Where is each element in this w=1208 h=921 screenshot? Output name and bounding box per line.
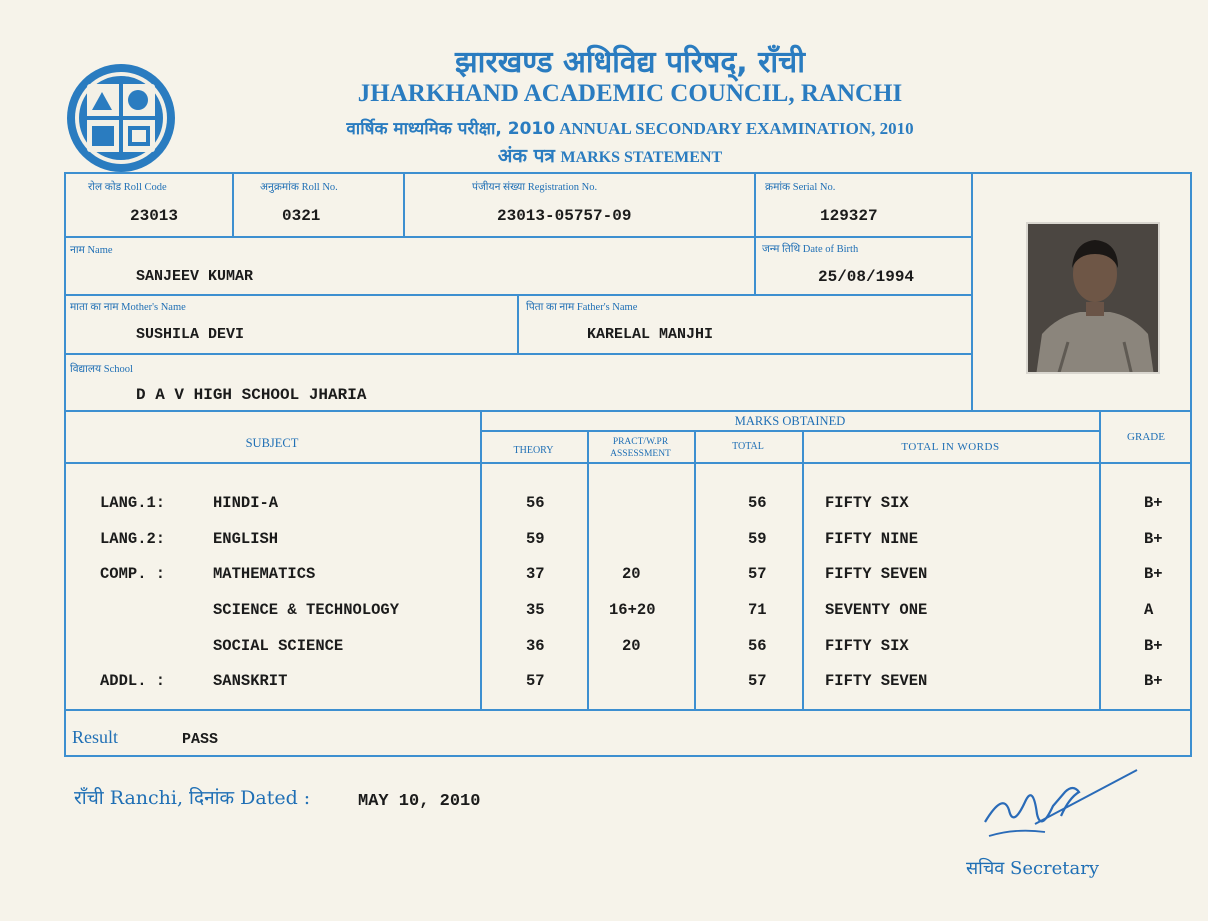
practical-header-line-1: PRACT/W.PR [612,437,669,447]
result-value: PASS [182,731,219,748]
subject-group: ADDL. : [100,672,166,690]
issue-date: MAY 10, 2010 [358,792,481,811]
subject-group: LANG.1: [100,494,166,512]
divider [802,430,804,709]
roll-no-label: अनुक्रमांक Roll No. [260,182,338,193]
title-hindi: झारखण्ड अधिविद्य परिषद्, राँची [455,45,805,80]
practical-marks: 20 [622,637,641,655]
name-value: SANJEEV KUMAR [136,268,254,285]
total-marks: 57 [748,672,767,690]
total-marks: 56 [748,494,767,512]
grade: B+ [1144,565,1163,583]
divider [64,709,1192,711]
registration-value: 23013-05757-09 [497,207,632,225]
roll-code-label: रोल कोड Roll Code [88,182,167,193]
practical-marks: 16+20 [609,601,656,619]
total-in-words: FIFTY SIX [825,637,909,655]
place-date-label: राँची Ranchi, दिनांक Dated : [74,787,311,809]
result-label: Result [72,727,119,747]
divider [971,172,973,410]
statement-title-english: MARKS STATEMENT [560,149,723,166]
total-in-words: FIFTY NINE [825,530,919,548]
grade: A [1144,601,1154,619]
mother-name-label: माता का नाम Mother's Name [70,302,186,313]
theory-marks: 37 [526,565,545,583]
dob-label: जन्म तिथि Date of Birth [762,244,859,255]
grade-header: GRADE [1127,431,1165,443]
total-marks: 57 [748,565,767,583]
subject-group: COMP. : [100,565,166,583]
divider [754,172,756,294]
subject-name: SANSKRIT [213,672,288,690]
total-in-words: FIFTY SEVEN [825,565,928,583]
serial-value: 129327 [820,207,878,225]
divider [694,430,696,709]
council-emblem [62,62,180,174]
total-in-words: FIFTY SIX [825,494,909,512]
theory-marks: 57 [526,672,545,690]
subject-name: ENGLISH [213,530,279,548]
divider [517,294,519,353]
theory-marks: 59 [526,530,545,548]
title-english: JHARKHAND ACADEMIC COUNCIL, RANCHI [357,80,903,107]
divider [403,172,405,236]
divider [64,353,972,355]
subject-name: SOCIAL SCIENCE [213,637,344,655]
exam-title-english: ANNUAL SECONDARY EXAMINATION, 2010 [559,119,914,138]
divider [64,410,1192,412]
father-name-label: पिता का नाम Father's Name [526,302,638,313]
statement-title [400,142,820,168]
student-photo [1026,222,1160,374]
total-in-words: FIFTY SEVEN [825,672,928,690]
mother-name-value: SUSHILA DEVI [136,326,245,343]
registration-label: पंजीयन संख्या Registration No. [472,182,598,193]
grade: B+ [1144,530,1163,548]
grade: B+ [1144,672,1163,690]
roll-code-value: 23013 [130,207,179,225]
dob-value: 25/08/1994 [818,268,915,286]
practical-marks: 20 [622,565,641,583]
divider [232,172,234,236]
divider [1099,410,1101,709]
serial-label: क्रमांक Serial No. [765,182,836,193]
theory-marks: 56 [526,494,545,512]
divider [480,430,1100,432]
divider [64,462,1192,464]
exam-title-hindi: वार्षिक माध्यमिक परीक्षा, 2010 [346,119,556,139]
subject-group: LANG.2: [100,530,166,548]
subject-header: SUBJECT [245,436,299,450]
grade: B+ [1144,494,1163,512]
divider [587,430,589,709]
practical-header-line-2: ASSESSMENT [610,449,671,459]
total-marks: 56 [748,637,767,655]
grade: B+ [1144,637,1163,655]
subject-name: MATHEMATICS [213,565,316,583]
total-marks: 71 [748,601,767,619]
total-header: TOTAL [732,441,764,452]
secretary-signature [975,762,1145,857]
total-marks: 59 [748,530,767,548]
exam-title [240,116,1020,139]
divider [64,236,972,238]
total-in-words: SEVENTY ONE [825,601,928,619]
school-value: D A V HIGH SCHOOL JHARIA [136,386,367,404]
secretary-label: सचिव Secretary [966,858,1100,879]
theory-marks: 35 [526,601,545,619]
name-label: नाम Name [70,245,113,256]
subject-name: HINDI-A [213,494,279,512]
school-label: विद्यालय School [70,364,133,375]
theory-header: THEORY [513,445,554,456]
roll-no-value: 0321 [282,207,321,225]
subject-name: SCIENCE & TECHNOLOGY [213,601,400,619]
statement-title-hindi: अंक पत्र [497,145,555,167]
father-name-value: KARELAL MANJHI [587,326,714,343]
total-in-words-header: TOTAL IN WORDS [901,441,1000,453]
marks-frame [64,172,1192,757]
practical-header [587,436,694,460]
marks-obtained-header: MARKS OBTAINED [734,414,846,428]
theory-marks: 36 [526,637,545,655]
